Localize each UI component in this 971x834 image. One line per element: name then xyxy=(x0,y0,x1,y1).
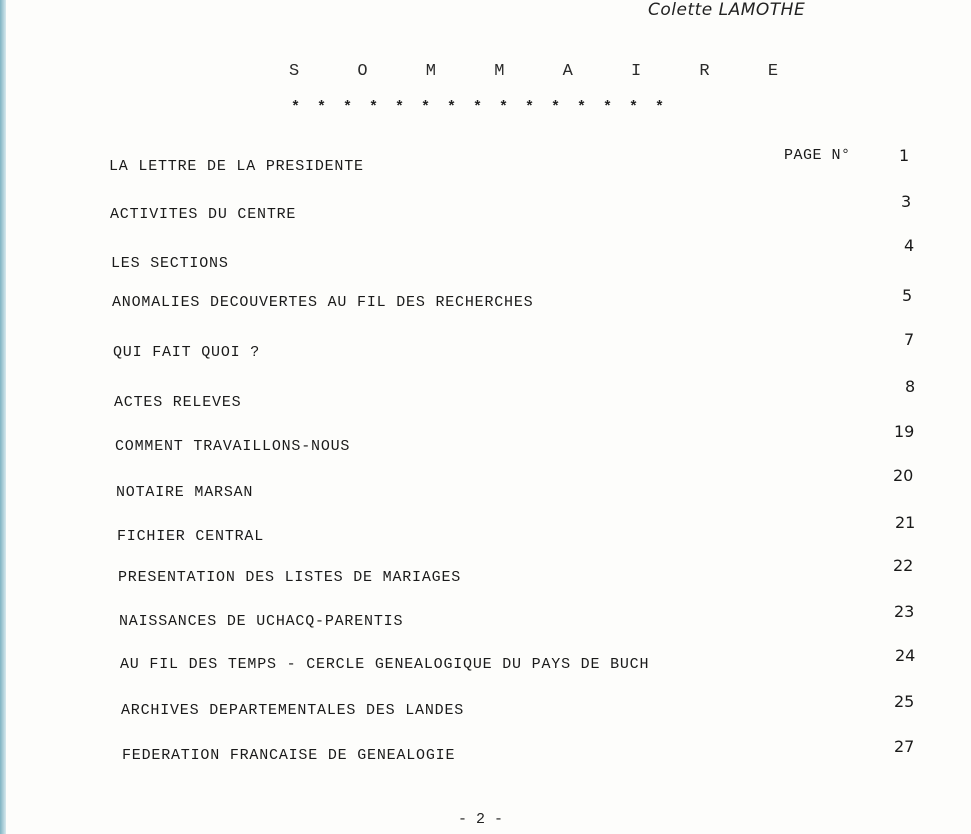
toc-entry-page: 21 xyxy=(895,513,916,532)
toc-entry-title: NAISSANCES DE UCHACQ-PARENTIS xyxy=(119,613,404,630)
document-page xyxy=(6,0,971,834)
toc-entry-page: 25 xyxy=(894,692,915,711)
summary-title: S O M M A I R E xyxy=(289,62,803,81)
toc-entry-title: LES SECTIONS xyxy=(111,255,229,272)
toc-entry-title: ARCHIVES DEPARTEMENTALES DES LANDES xyxy=(121,702,465,719)
toc-entry-page: 23 xyxy=(894,602,915,621)
toc-entry-page: 20 xyxy=(893,466,914,485)
toc-entry-page: 5 xyxy=(902,286,913,305)
page-footer: - 2 - xyxy=(458,811,504,828)
toc-entry-page: 1 xyxy=(899,146,910,165)
toc-entry-title: COMMENT TRAVAILLONS-NOUS xyxy=(115,438,351,455)
toc-entry-page: 7 xyxy=(904,330,915,349)
toc-entry-page: 19 xyxy=(894,422,915,441)
toc-entry-title: FICHIER CENTRAL xyxy=(117,528,265,545)
toc-entry-title: ACTES RELEVES xyxy=(114,394,242,411)
toc-entry-title: ACTIVITES DU CENTRE xyxy=(110,206,297,223)
toc-entry-title: AU FIL DES TEMPS - CERCLE GENEALOGIQUE DU PAYS DE BUCH xyxy=(120,656,650,673)
toc-entry-page: 4 xyxy=(904,236,915,255)
title-underline-stars: * * * * * * * * * * * * * * * xyxy=(291,99,669,116)
toc-entry-page: 22 xyxy=(893,556,914,575)
toc-entry-title: PRESENTATION DES LISTES DE MARIAGES xyxy=(118,569,462,586)
toc-entry-page: 24 xyxy=(895,646,916,665)
toc-entry-title: FEDERATION FRANCAISE DE GENEALOGIE xyxy=(122,747,456,764)
toc-entry-title: ANOMALIES DECOUVERTES AU FIL DES RECHERCHES xyxy=(112,294,534,311)
toc-entry-title: NOTAIRE MARSAN xyxy=(116,484,254,501)
toc-entry-page: 3 xyxy=(901,192,912,211)
toc-entry-page: 27 xyxy=(894,737,915,756)
toc-entry-title: QUI FAIT QUOI ? xyxy=(113,344,261,361)
toc-entry-title: LA LETTRE DE LA PRESIDENTE xyxy=(109,158,364,175)
author-name: Colette LAMOTHE xyxy=(648,0,806,20)
page-number-header: PAGE N° xyxy=(784,147,851,164)
toc-entry-page: 8 xyxy=(905,377,916,396)
